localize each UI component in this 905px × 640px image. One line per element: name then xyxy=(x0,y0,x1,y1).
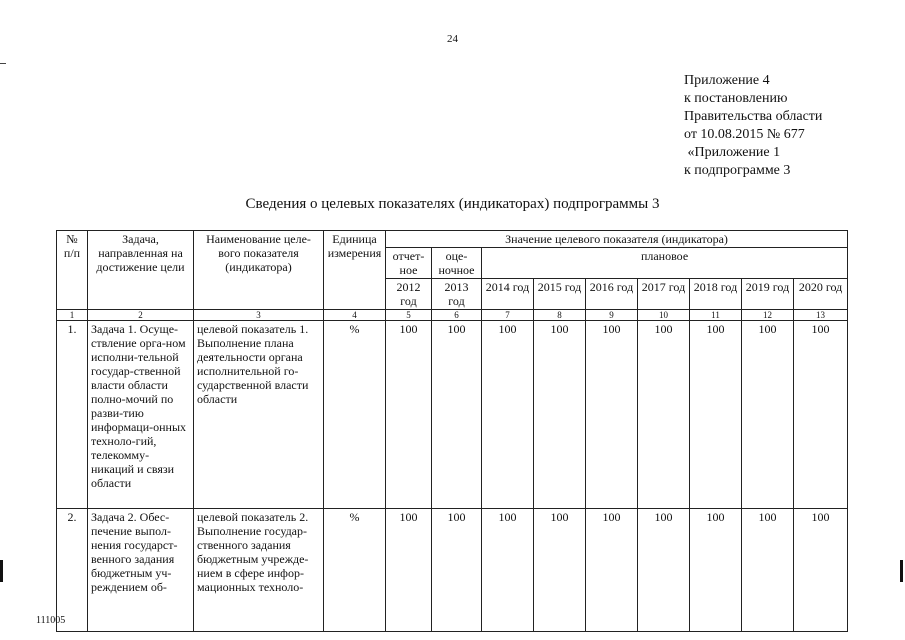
scan-edge-mark xyxy=(900,560,903,582)
row-value: 100 xyxy=(386,509,432,632)
row-value: 100 xyxy=(638,321,690,509)
column-number: 7 xyxy=(482,310,534,321)
row-value: 100 xyxy=(638,509,690,632)
appendix-reference xyxy=(684,72,822,180)
row-value: 100 xyxy=(432,321,482,509)
footer-code: 111005 xyxy=(36,615,66,626)
header-planned: плановое xyxy=(482,248,848,279)
header-year: 2016 год xyxy=(586,279,638,310)
header-row xyxy=(57,231,848,248)
row-value: 100 xyxy=(586,509,638,632)
indicators-table xyxy=(56,230,848,632)
header-estimated: оце-ночное xyxy=(432,248,482,279)
column-number: 1 xyxy=(57,310,88,321)
row-num: 1. xyxy=(57,321,88,509)
column-number: 5 xyxy=(386,310,432,321)
row-indicator: целевой показатель 2. Выполнение государ-ственного задания бюджетным учрежде-нием в сфере инфор-мационных техноло- xyxy=(194,509,324,632)
scan-edge-mark xyxy=(0,63,6,64)
row-value: 100 xyxy=(482,509,534,632)
header-year: 2015 год xyxy=(534,279,586,310)
row-value: 100 xyxy=(742,509,794,632)
header-year: 2019 год xyxy=(742,279,794,310)
column-number: 13 xyxy=(794,310,848,321)
header-year: 2020 год xyxy=(794,279,848,310)
row-value: 100 xyxy=(794,321,848,509)
row-value: 100 xyxy=(432,509,482,632)
document-title: Сведения о целевых показателях (индикаторах) подпрограммы 3 xyxy=(245,196,660,212)
header-year: 2013 год xyxy=(432,279,482,310)
column-number: 12 xyxy=(742,310,794,321)
header-task: Задача, направленная на достижение цели xyxy=(88,231,194,310)
table-row xyxy=(57,321,848,509)
appendix-line: к постановлению xyxy=(684,91,788,106)
header-unit: Единица измерения xyxy=(324,231,386,310)
header-year: 2017 год xyxy=(638,279,690,310)
column-number: 9 xyxy=(586,310,638,321)
header-reported: отчет-ное xyxy=(386,248,432,279)
page-number: 24 xyxy=(447,33,458,45)
row-value: 100 xyxy=(742,321,794,509)
scan-edge-mark xyxy=(0,560,3,582)
row-value: 100 xyxy=(794,509,848,632)
column-number: 3 xyxy=(194,310,324,321)
row-value: 100 xyxy=(534,321,586,509)
header-year: 2018 год xyxy=(690,279,742,310)
appendix-line: Приложение 4 xyxy=(684,73,770,88)
row-task: Задача 1. Осуще-ствление орга-ном исполни-тельной государ-ственной власти области полно-мочий по разви-тию информаци-онных техноло-гий, телекомму-никаций и связи области xyxy=(88,321,194,509)
column-number: 2 xyxy=(88,310,194,321)
row-unit: % xyxy=(324,509,386,632)
appendix-line: Правительства области xyxy=(684,109,823,124)
appendix-line: к подпрограмме 3 xyxy=(684,163,791,178)
column-number: 6 xyxy=(432,310,482,321)
column-number-row xyxy=(57,310,848,321)
row-num: 2. xyxy=(57,509,88,632)
header-year: 2012 год xyxy=(386,279,432,310)
column-number: 8 xyxy=(534,310,586,321)
row-value: 100 xyxy=(482,321,534,509)
row-task: Задача 2. Обес-печение выпол-нения государст-венного задания бюджетным уч-реждением об- xyxy=(88,509,194,632)
row-indicator: целевой показатель 1. Выполнение плана деятельности органа исполнительной го-сударственной власти области xyxy=(194,321,324,509)
row-value: 100 xyxy=(386,321,432,509)
column-number: 4 xyxy=(324,310,386,321)
row-value: 100 xyxy=(534,509,586,632)
header-num: № п/п xyxy=(57,231,88,310)
column-number: 11 xyxy=(690,310,742,321)
row-value: 100 xyxy=(690,321,742,509)
appendix-line: от 10.08.2015 № 677 xyxy=(684,127,805,142)
column-number: 10 xyxy=(638,310,690,321)
header-year: 2014 год xyxy=(482,279,534,310)
row-value: 100 xyxy=(690,509,742,632)
header-value: Значение целевого показателя (индикатора) xyxy=(386,231,848,248)
header-indicator: Наименование целе-вого показателя (индикатора) xyxy=(194,231,324,310)
row-value: 100 xyxy=(586,321,638,509)
table-row xyxy=(57,509,848,632)
row-unit: % xyxy=(324,321,386,509)
appendix-line: «Приложение 1 xyxy=(684,145,781,160)
